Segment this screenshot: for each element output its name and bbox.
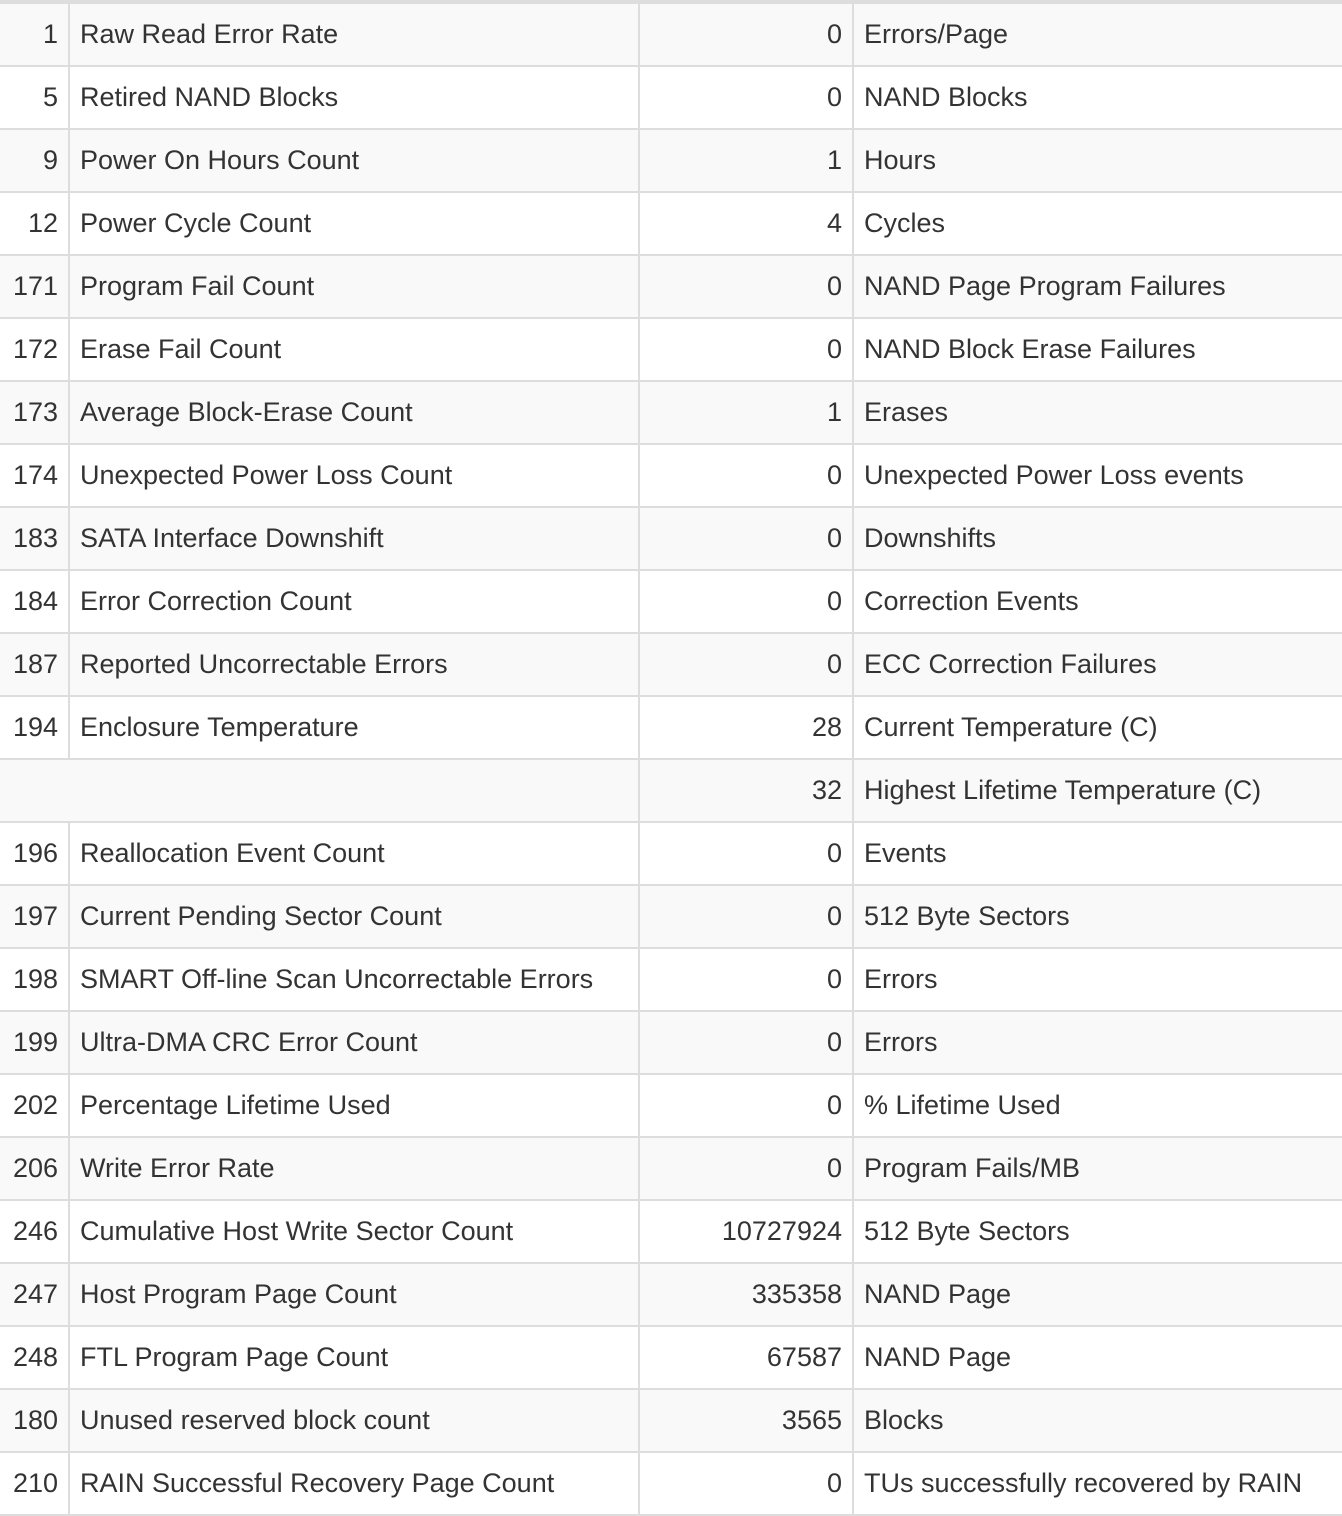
table-row (0, 318, 1342, 381)
table-row (0, 129, 1342, 192)
attribute-name: Current Pending Sector Count (69, 885, 639, 948)
attribute-id: 5 (0, 66, 69, 129)
attribute-unit: NAND Blocks (853, 66, 1342, 129)
attribute-unit: Current Temperature (C) (853, 696, 1342, 759)
attribute-name: Power On Hours Count (69, 129, 639, 192)
attribute-value: 0 (639, 507, 853, 570)
smart-attributes-table (0, 4, 1342, 1516)
attribute-id: 173 (0, 381, 69, 444)
attribute-id: 183 (0, 507, 69, 570)
attribute-unit: Erases (853, 381, 1342, 444)
attribute-unit: NAND Page (853, 1263, 1342, 1326)
attribute-id: 180 (0, 1389, 69, 1452)
table-row (0, 444, 1342, 507)
attribute-name: SATA Interface Downshift (69, 507, 639, 570)
attribute-name: Host Program Page Count (69, 1263, 639, 1326)
attribute-unit: Cycles (853, 192, 1342, 255)
attribute-unit: Correction Events (853, 570, 1342, 633)
attribute-value: 0 (639, 1452, 853, 1515)
attribute-value: 0 (639, 948, 853, 1011)
attribute-id: 247 (0, 1263, 69, 1326)
attribute-name: Reported Uncorrectable Errors (69, 633, 639, 696)
attribute-id: 198 (0, 948, 69, 1011)
attribute-value: 0 (639, 633, 853, 696)
attribute-value: 0 (639, 66, 853, 129)
attribute-id: 196 (0, 822, 69, 885)
table-row (0, 822, 1342, 885)
attribute-unit: Errors (853, 1011, 1342, 1074)
attribute-unit: 512 Byte Sectors (853, 1200, 1342, 1263)
attribute-value: 0 (639, 1074, 853, 1137)
table-row (0, 381, 1342, 444)
attribute-name: Write Error Rate (69, 1137, 639, 1200)
attribute-name: Program Fail Count (69, 255, 639, 318)
attribute-value: 0 (639, 444, 853, 507)
attribute-id: 184 (0, 570, 69, 633)
attribute-value: 0 (639, 570, 853, 633)
attribute-id: 194 (0, 696, 69, 759)
table-row (0, 633, 1342, 696)
attribute-id-continuation (0, 759, 639, 822)
attribute-name: Erase Fail Count (69, 318, 639, 381)
attribute-value: 10727924 (639, 1200, 853, 1263)
attribute-name: Cumulative Host Write Sector Count (69, 1200, 639, 1263)
attribute-name: FTL Program Page Count (69, 1326, 639, 1389)
attribute-id: 210 (0, 1452, 69, 1515)
attribute-value: 1 (639, 381, 853, 444)
attribute-value: 0 (639, 318, 853, 381)
table-row (0, 1200, 1342, 1263)
attribute-value: 0 (639, 255, 853, 318)
attribute-value: 1 (639, 129, 853, 192)
attribute-value: 0 (639, 822, 853, 885)
attribute-unit: Hours (853, 129, 1342, 192)
attribute-unit: NAND Page Program Failures (853, 255, 1342, 318)
attribute-value: 3565 (639, 1389, 853, 1452)
attribute-unit: TUs successfully recovered by RAIN (853, 1452, 1342, 1515)
attribute-unit: Errors/Page (853, 4, 1342, 66)
attribute-id: 1 (0, 4, 69, 66)
attribute-name: RAIN Successful Recovery Page Count (69, 1452, 639, 1515)
attribute-name: Average Block-Erase Count (69, 381, 639, 444)
attribute-id: 187 (0, 633, 69, 696)
attribute-name: Error Correction Count (69, 570, 639, 633)
attribute-unit: % Lifetime Used (853, 1074, 1342, 1137)
attribute-name: Raw Read Error Rate (69, 4, 639, 66)
table-row (0, 1074, 1342, 1137)
table-row (0, 4, 1342, 66)
attribute-value: 0 (639, 885, 853, 948)
table-row (0, 1389, 1342, 1452)
table-row (0, 1011, 1342, 1074)
table-row (0, 570, 1342, 633)
attribute-value: 28 (639, 696, 853, 759)
table-row (0, 696, 1342, 759)
attribute-id: 9 (0, 129, 69, 192)
attribute-name: Power Cycle Count (69, 192, 639, 255)
attribute-value: 0 (639, 4, 853, 66)
attribute-unit: NAND Block Erase Failures (853, 318, 1342, 381)
attribute-unit: Highest Lifetime Temperature (C) (853, 759, 1342, 822)
attribute-id: 171 (0, 255, 69, 318)
attribute-unit: 512 Byte Sectors (853, 885, 1342, 948)
attribute-name: Ultra-DMA CRC Error Count (69, 1011, 639, 1074)
attribute-id: 197 (0, 885, 69, 948)
attribute-unit: Downshifts (853, 507, 1342, 570)
table-row (0, 66, 1342, 129)
attribute-id: 248 (0, 1326, 69, 1389)
attribute-value: 4 (639, 192, 853, 255)
attribute-name: Enclosure Temperature (69, 696, 639, 759)
attribute-name: Unexpected Power Loss Count (69, 444, 639, 507)
table-row (0, 1326, 1342, 1389)
table-row (0, 1137, 1342, 1200)
attribute-name: SMART Off-line Scan Uncorrectable Errors (69, 948, 639, 1011)
attribute-unit: Program Fails/MB (853, 1137, 1342, 1200)
attribute-unit: NAND Page (853, 1326, 1342, 1389)
attribute-unit: Unexpected Power Loss events (853, 444, 1342, 507)
table-row (0, 255, 1342, 318)
attribute-name: Percentage Lifetime Used (69, 1074, 639, 1137)
attribute-value: 67587 (639, 1326, 853, 1389)
attribute-value: 0 (639, 1011, 853, 1074)
attribute-id: 172 (0, 318, 69, 381)
attribute-name: Reallocation Event Count (69, 822, 639, 885)
attribute-name: Retired NAND Blocks (69, 66, 639, 129)
attribute-id: 206 (0, 1137, 69, 1200)
table-row (0, 759, 1342, 822)
table-row (0, 948, 1342, 1011)
attribute-name: Unused reserved block count (69, 1389, 639, 1452)
attribute-value: 335358 (639, 1263, 853, 1326)
attribute-id: 199 (0, 1011, 69, 1074)
table-row (0, 192, 1342, 255)
attribute-unit: ECC Correction Failures (853, 633, 1342, 696)
attribute-value: 32 (639, 759, 853, 822)
table-row (0, 1452, 1342, 1515)
attribute-unit: Blocks (853, 1389, 1342, 1452)
table-row (0, 507, 1342, 570)
attribute-id: 246 (0, 1200, 69, 1263)
attribute-unit: Errors (853, 948, 1342, 1011)
attribute-unit: Events (853, 822, 1342, 885)
table-row (0, 1263, 1342, 1326)
attribute-value: 0 (639, 1137, 853, 1200)
attribute-id: 202 (0, 1074, 69, 1137)
table-row (0, 885, 1342, 948)
attribute-id: 174 (0, 444, 69, 507)
attribute-id: 12 (0, 192, 69, 255)
